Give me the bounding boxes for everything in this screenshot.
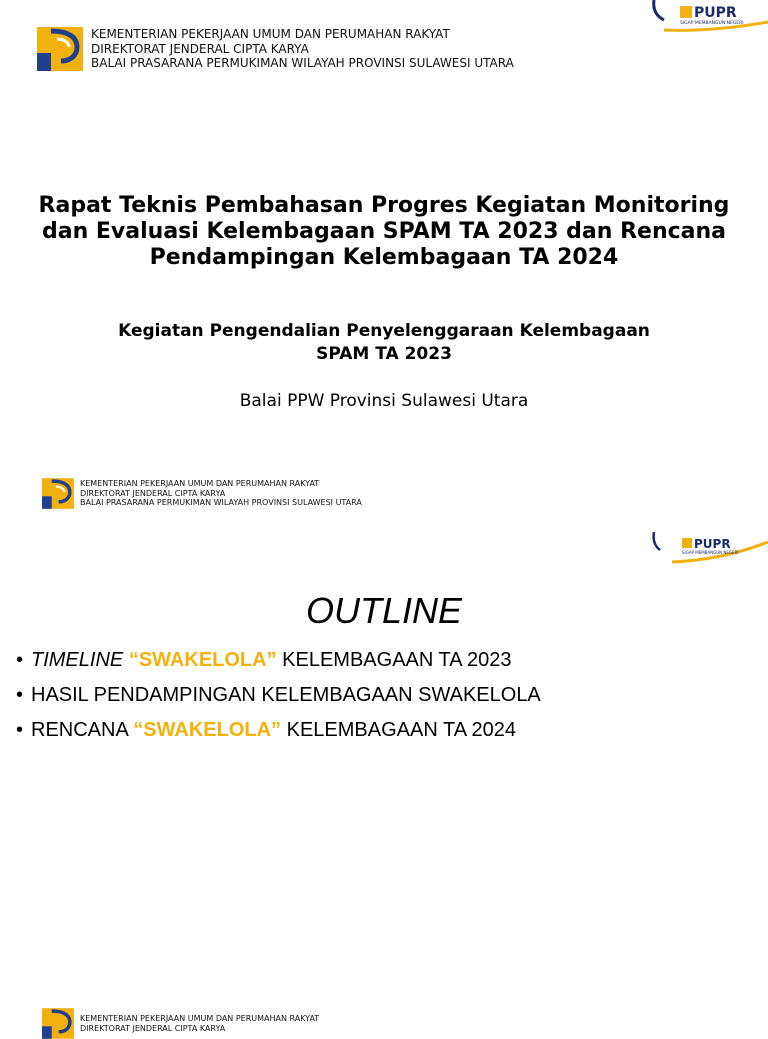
bullet-text: TIMELINE (31, 649, 124, 671)
header-line-directorate: DIREKTORAT JENDERAL CIPTA KARYA (80, 1023, 226, 1033)
header-line-ministry: KEMENTERIAN PEKERJAAN UMUM DAN PERUMAHAN RAKYAT (91, 27, 450, 42)
title-line: dan Evaluasi Kelembagaan SPAM TA 2023 dan Rencana (41, 219, 727, 244)
pupr-badge-tagline: SIGAP MEMBANGUN NEGERI (682, 550, 739, 555)
pu-logo-icon (42, 478, 74, 509)
bullet-highlight: “SWAKELOLA” (128, 649, 277, 671)
outline-slide (0, 470, 768, 1033)
next-slide-header (42, 1008, 319, 1039)
list-item (16, 718, 541, 753)
pupr-badge-icon (652, 528, 768, 578)
bullet-icon: • (16, 719, 24, 741)
pupr-badge-label: PUPR (694, 5, 737, 21)
bullet-icon: • (16, 684, 24, 706)
bullet-highlight: “SWAKELOLA” (133, 719, 282, 741)
slide-subtitle (0, 320, 768, 366)
header-line-balai: BALAI PRASARANA PERMUKIMAN WILAYAH PROVINSI SULAWESI UTARA (80, 498, 362, 508)
bullet-text: KELEMBAGAAN TA 2024 (286, 719, 516, 741)
pupr-badge-label: PUPR (694, 537, 731, 551)
bullet-icon: • (16, 649, 24, 671)
title-line: Pendampingan Kelembagaan TA 2024 (149, 245, 619, 270)
ministry-header (37, 27, 514, 71)
pupr-badge-icon (650, 0, 768, 36)
list-item (16, 683, 541, 718)
pupr-badge-tagline: SIGAP MEMBANGUN NEGERI (680, 21, 744, 26)
subtitle-line: Kegiatan Pengendalian Penyelenggaraan Kelembagaan (118, 321, 650, 341)
bullet-text: RENCANA (31, 719, 128, 741)
header-line-directorate: DIREKTORAT JENDERAL CIPTA KARYA (80, 488, 226, 498)
bullet-text: HASIL PENDAMPINGAN KELEMBAGAAN SWAKELOLA (31, 684, 541, 706)
slide-title (0, 193, 768, 271)
outline-heading: OUTLINE (305, 590, 463, 631)
header-line-balai: BALAI PRASARANA PERMUKIMAN WILAYAH PROVINSI SULAWESI UTARA (91, 56, 514, 71)
pu-logo-icon (42, 1008, 74, 1039)
ministry-header (42, 478, 362, 509)
header-line-ministry: KEMENTERIAN PEKERJAAN UMUM DAN PERUMAHAN RAKYAT (80, 479, 320, 489)
header-line-directorate: DIREKTORAT JENDERAL CIPTA KARYA (91, 41, 309, 56)
subtitle-line: SPAM TA 2023 (316, 344, 452, 364)
title-slide (0, 0, 768, 470)
organization-name: Balai PPW Provinsi Sulawesi Utara (239, 391, 529, 411)
header-line-ministry: KEMENTERIAN PEKERJAAN UMUM DAN PERUMAHAN RAKYAT (80, 1013, 320, 1023)
list-item (16, 648, 541, 683)
title-line: Rapat Teknis Pembahasan Progres Kegiatan Monitoring (38, 193, 730, 218)
pu-logo-icon (37, 27, 83, 71)
bullet-text: KELEMBAGAAN TA 2023 (282, 649, 512, 671)
outline-list (16, 648, 541, 753)
